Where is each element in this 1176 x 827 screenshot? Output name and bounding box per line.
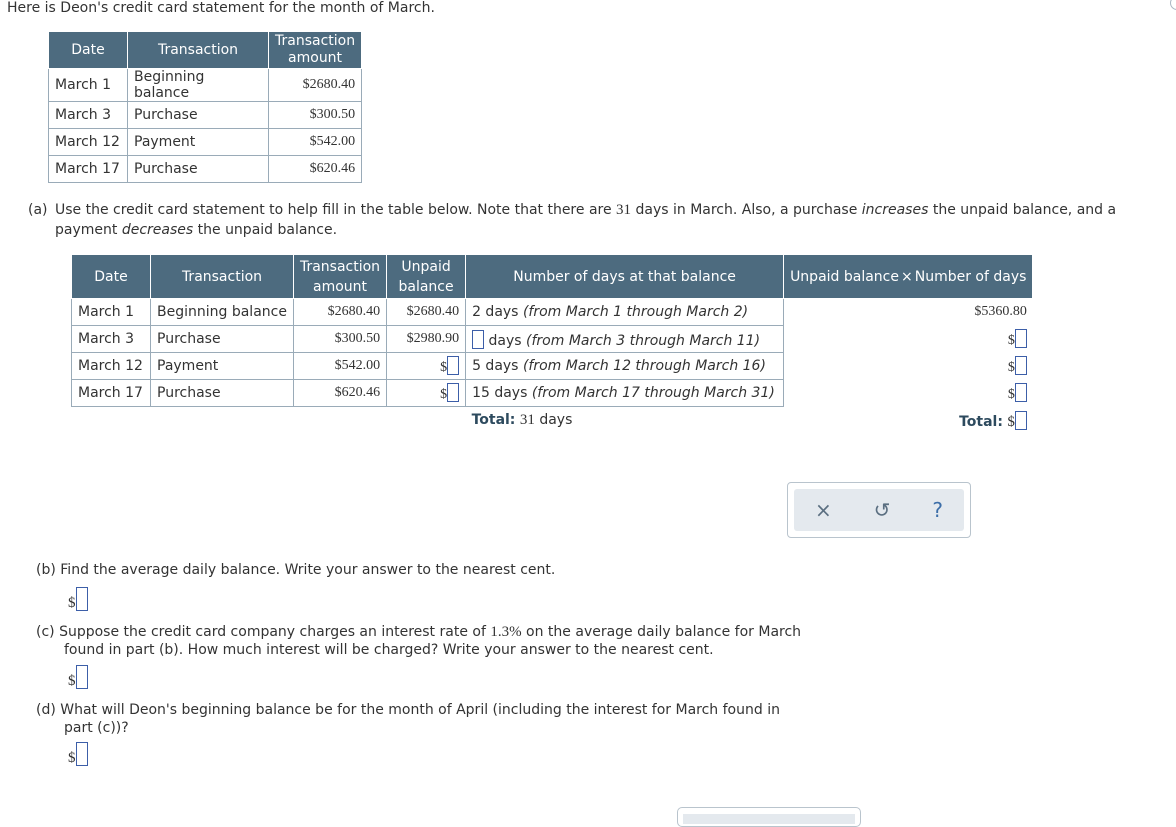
cell-date: March 3 <box>49 102 128 129</box>
part-b-label: (b) <box>36 562 56 578</box>
part-b-question: (b) Find the average daily balance. Write your answer to the nearest cent. <box>36 562 556 578</box>
cell-date: March 1 <box>49 69 128 102</box>
cell-amount: $620.46 <box>293 380 386 407</box>
cell-amount: $542.00 <box>293 353 386 380</box>
unpaid-input-row3[interactable] <box>447 356 459 375</box>
part-d-question: (d) What will Deon's beginning balance be for the month of April (including the interest for March found in part (c))? <box>36 702 780 736</box>
cell-days: days (from March 3 through March 11) <box>466 326 784 353</box>
clear-icon[interactable]: × <box>814 498 832 522</box>
edge-circle-icon <box>1170 0 1176 10</box>
header-product-b: Number of days <box>914 268 1027 285</box>
header-amount: Transaction amount <box>269 32 362 69</box>
cell-amount: $300.50 <box>293 326 386 353</box>
table-row <box>49 69 362 102</box>
cell-unpaid: $2980.90 <box>387 326 466 353</box>
header-transaction: Transaction <box>128 32 269 69</box>
product-input-row3[interactable] <box>1015 356 1027 375</box>
cell-amount: $2680.40 <box>293 299 386 326</box>
header-product <box>784 255 1033 299</box>
header-date: Date <box>72 255 151 299</box>
cell-amount: $542.00 <box>269 129 362 156</box>
fill-in-table <box>71 254 1033 435</box>
table-row <box>49 156 362 183</box>
product-input-row4[interactable] <box>1015 383 1027 402</box>
cell-amount: $2680.40 <box>269 69 362 102</box>
part-a-instructions: (a) Use the credit card statement to help fill in the table below. Note that there are 31 days in March. Also, a purchase increases the unpaid balance, and a payment decreases the unpaid balance. <box>28 202 1117 238</box>
header-unpaid-balance: Unpaid balance <box>387 255 466 299</box>
table-row <box>72 353 1033 380</box>
table-row <box>72 326 1033 353</box>
cell-transaction: Purchase <box>151 380 294 407</box>
cell-unpaid: $2680.40 <box>387 299 466 326</box>
part-c-input[interactable] <box>76 665 88 689</box>
header-transaction: Transaction <box>151 255 294 299</box>
unpaid-input-row4[interactable] <box>447 383 459 402</box>
bottom-panel-tab[interactable] <box>677 807 861 827</box>
total-product: Total: $ <box>784 407 1033 435</box>
part-c-label: (c) <box>36 624 55 640</box>
header-number-of-days: Number of days at that balance <box>466 255 784 299</box>
table-row <box>72 380 1033 407</box>
statement-table <box>48 31 362 183</box>
cell-date: March 17 <box>72 380 151 407</box>
cell-amount: $300.50 <box>269 102 362 129</box>
cell-transaction: Payment <box>128 129 269 156</box>
fill-header-row <box>72 255 1033 299</box>
days-input-row2[interactable] <box>472 330 484 349</box>
cell-product: $ <box>784 353 1033 380</box>
cell-transaction: Purchase <box>128 156 269 183</box>
cell-date: March 17 <box>49 156 128 183</box>
cell-transaction: Purchase <box>151 326 294 353</box>
undo-icon[interactable]: ↺ <box>873 498 891 522</box>
cell-date: March 12 <box>72 353 151 380</box>
cell-date: March 3 <box>72 326 151 353</box>
part-a-label: (a) <box>28 202 48 218</box>
table-row <box>49 102 362 129</box>
answer-toolbar <box>787 482 971 538</box>
total-product-input[interactable] <box>1015 411 1027 430</box>
product-input-row2[interactable] <box>1015 329 1027 348</box>
cell-product: $ <box>784 326 1033 353</box>
part-b-answer: $ <box>68 587 88 612</box>
statement-header-row <box>49 32 362 69</box>
cell-days: 5 days (from March 12 through March 16) <box>466 353 784 380</box>
cell-unpaid: $ <box>387 380 466 407</box>
table-row <box>72 299 1033 326</box>
header-product-a: Unpaid balance <box>790 268 899 285</box>
cell-date: March 12 <box>49 129 128 156</box>
cell-transaction: Beginning balance <box>151 299 294 326</box>
total-row <box>72 407 1033 435</box>
help-icon[interactable]: ? <box>932 498 943 522</box>
part-d-label: (d) <box>36 702 56 718</box>
total-days: Total: 31 days <box>471 412 573 429</box>
cell-transaction: Beginning balance <box>128 69 269 102</box>
cell-product: $ <box>784 380 1033 407</box>
part-d-input[interactable] <box>76 742 88 766</box>
part-c-question: (c) Suppose the credit card company charges an interest rate of 1.3% on the average daily balance for March found in part (b). How much interest will be charged? Write your answer to the nearest cent. <box>36 624 802 658</box>
part-d-answer: $ <box>68 742 88 767</box>
cell-date: March 1 <box>72 299 151 326</box>
cell-product: $5360.80 <box>974 304 1027 320</box>
table-row <box>49 129 362 156</box>
part-c-answer: $ <box>68 665 88 690</box>
header-date: Date <box>49 32 128 69</box>
cell-unpaid: $ <box>387 353 466 380</box>
cell-transaction: Payment <box>151 353 294 380</box>
cell-transaction: Purchase <box>128 102 269 129</box>
header-amount: Transaction amount <box>293 255 386 299</box>
cell-amount: $620.46 <box>269 156 362 183</box>
times-icon: × <box>901 268 913 285</box>
intro-text: Here is Deon's credit card statement for the month of March. <box>7 0 435 16</box>
cell-days: 15 days (from March 17 through March 31) <box>466 380 784 407</box>
cell-days: 2 days (from March 1 through March 2) <box>466 299 784 326</box>
part-b-input[interactable] <box>76 587 88 611</box>
